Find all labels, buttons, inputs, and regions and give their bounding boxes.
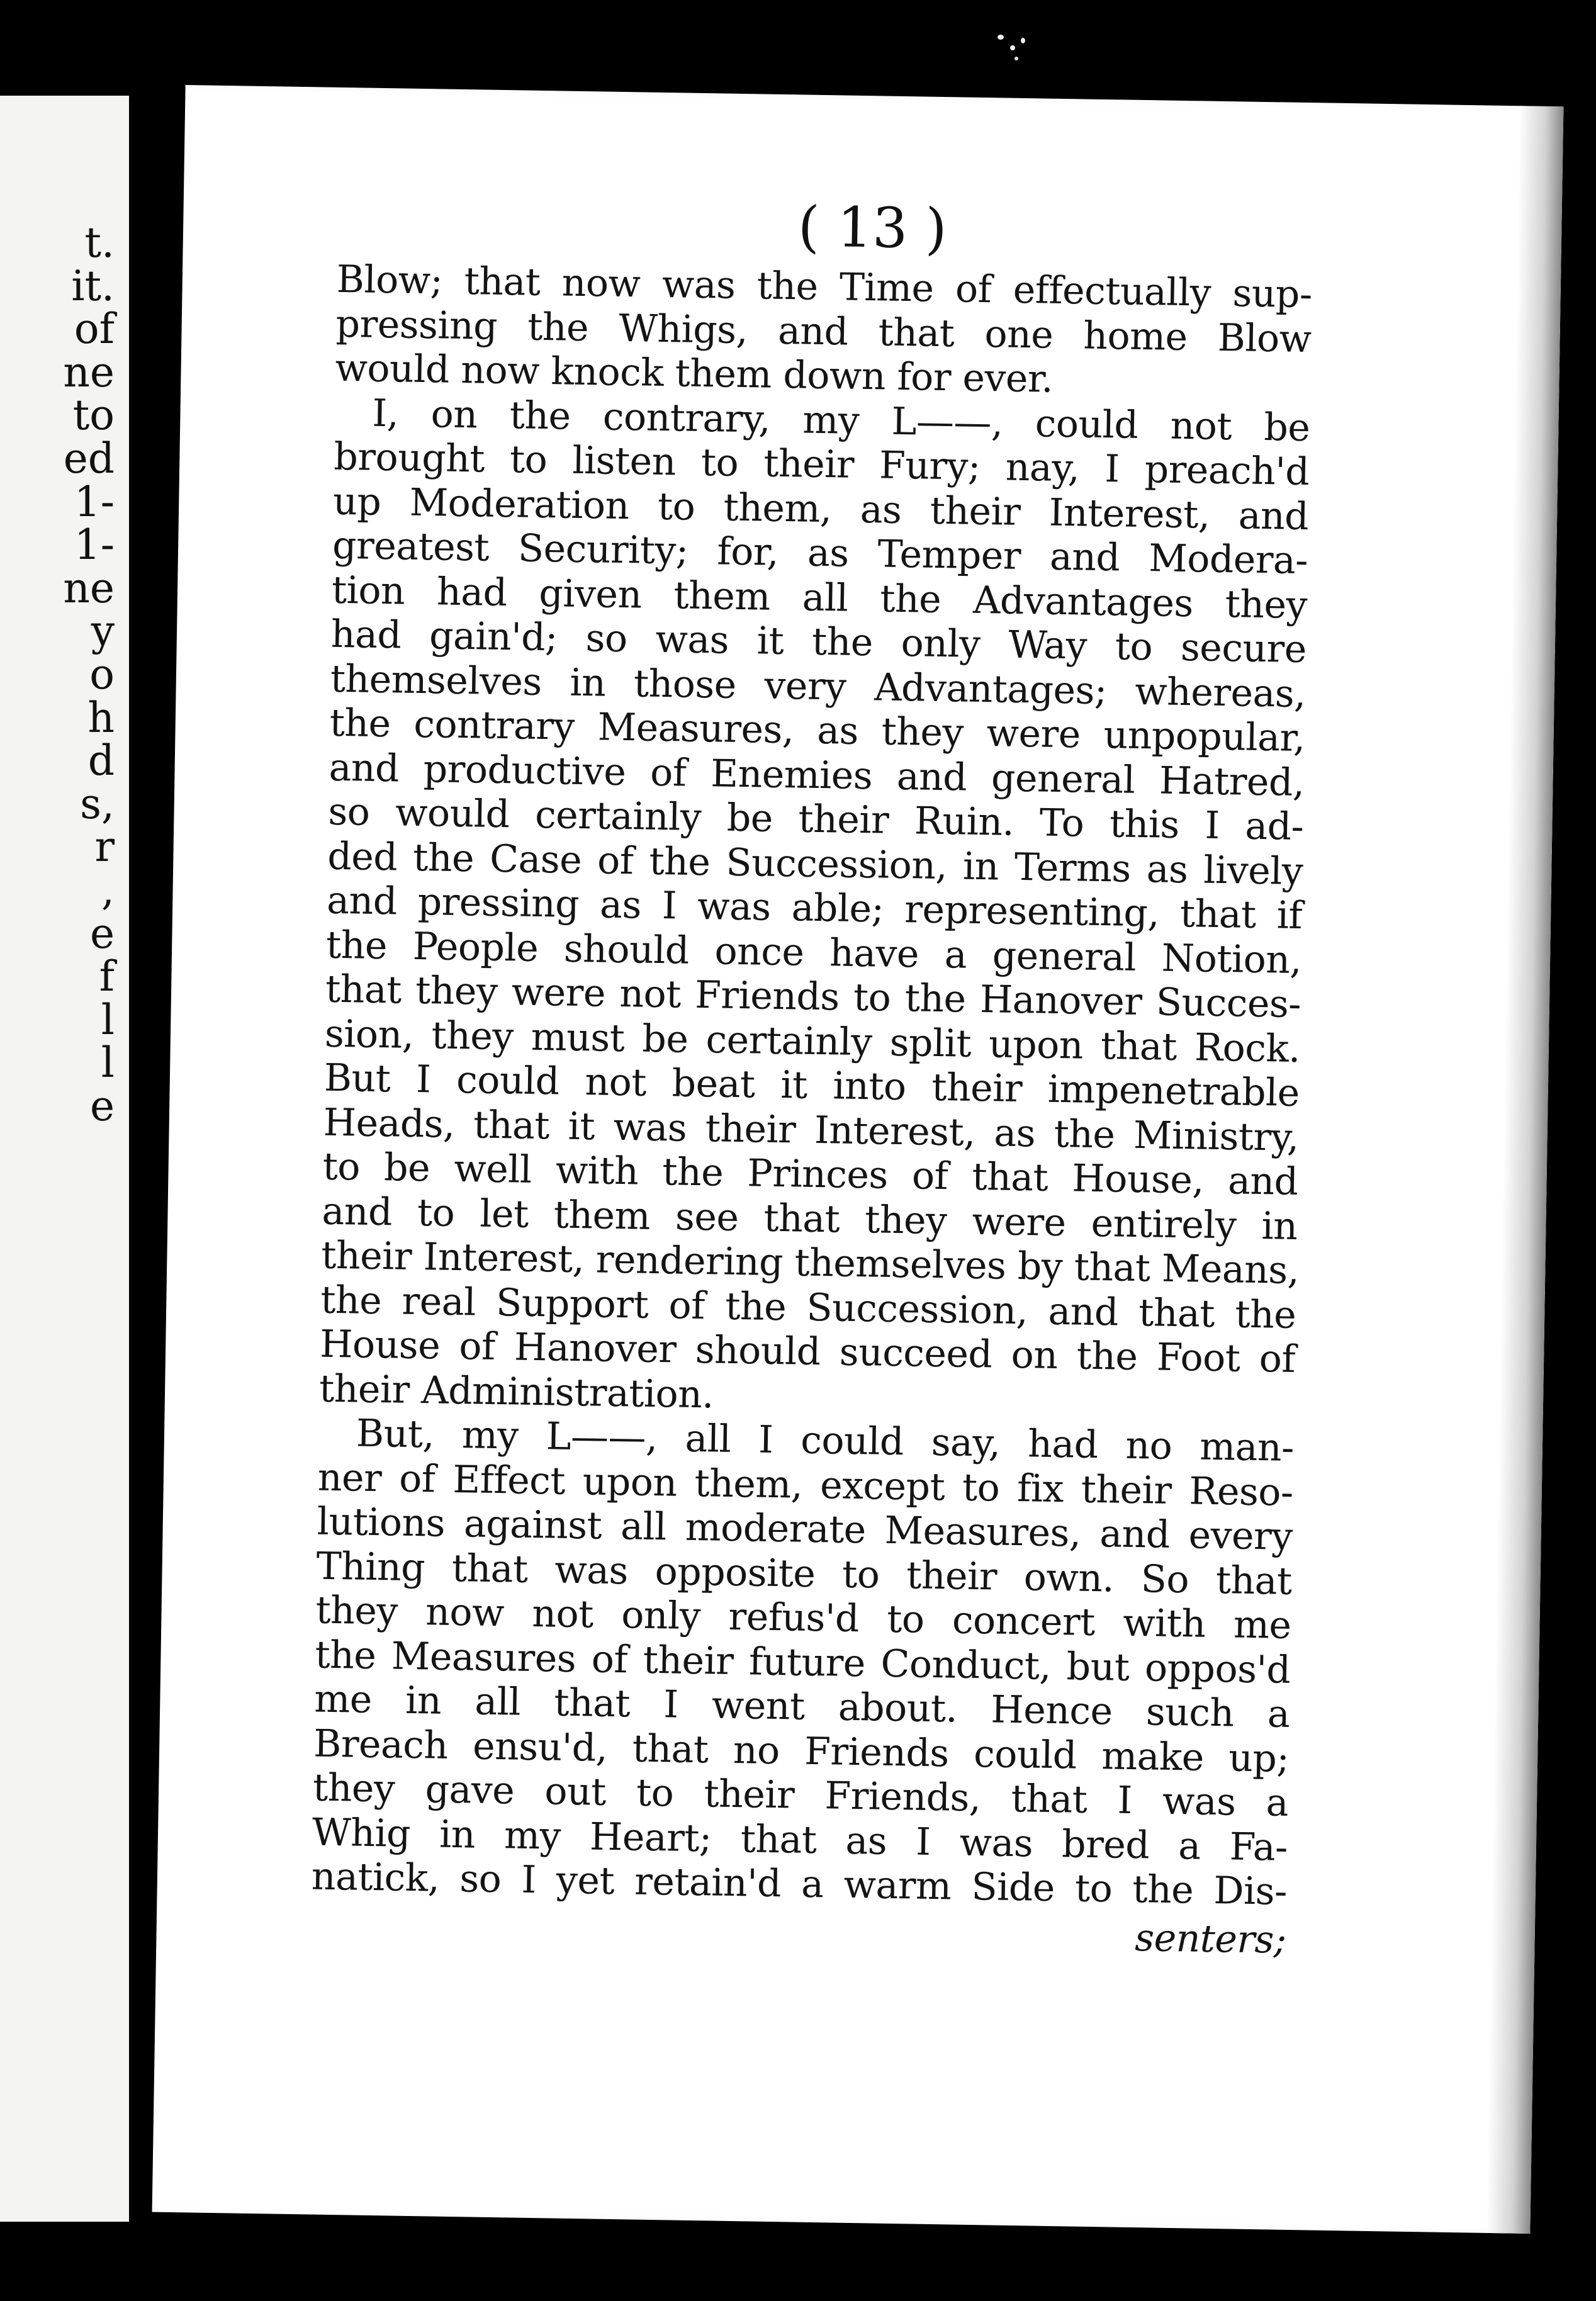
text-line: ner of Effect upon them, except to fix their Reso- [317, 1455, 1294, 1515]
page-gutter-shadow [1486, 106, 1563, 2234]
text-line: had gain'd; so was it the only Way to secure [330, 612, 1307, 672]
fragment: ne [63, 563, 115, 612]
fragment: o [89, 650, 115, 699]
text-line: brought to listen to their Fury; nay, I preach'd [333, 434, 1310, 495]
text-line: and pressing as I was able; representing, that if [326, 878, 1303, 938]
fragment: l [101, 1038, 115, 1088]
text-line: tion had given them all the Advantages they [331, 568, 1308, 627]
fragment: t. [84, 218, 115, 267]
text-line: I, on the contrary, my L——, could not be [371, 391, 1310, 450]
fragment: of [74, 305, 115, 354]
facing-page-fragments [0, 218, 126, 1130]
text-line: Breach ensu'd, that no Friends could make up; [313, 1721, 1290, 1781]
text-line: Thing that was opposite to their own. So that [316, 1544, 1293, 1604]
fragment: it. [71, 261, 115, 310]
fragment: l [101, 995, 115, 1044]
fragment: 1- [74, 520, 115, 570]
text-line: pressing the Whigs, and that one home Blow [335, 301, 1312, 361]
text-line: Blow; that now was the Time of effectually sup- [336, 257, 1313, 317]
text-line: But, my L——, all I could say, had no man- [356, 1411, 1295, 1470]
fragment: f [99, 952, 115, 1001]
facing-page-edge [0, 96, 129, 2222]
text-line: the real Support of the Succession, and that the [320, 1278, 1296, 1337]
text-line: so would certainly be their Ruin. To this I ad- [328, 789, 1304, 850]
text-line: But I could not beat it into their impenetrable [323, 1055, 1300, 1116]
text-line: the contrary Measures, as they were unpopular, [329, 700, 1306, 761]
text-line: and to let them see that they were entirely in [322, 1189, 1298, 1249]
fragment: to [72, 391, 115, 440]
text-line: me in all that I went about. Hence such a [313, 1677, 1290, 1736]
fragment: r [94, 823, 115, 872]
text-line: Whig in my Heart; that as I was bred a Fa- [312, 1810, 1288, 1870]
fragment: ne [63, 347, 115, 397]
fragment: y [91, 607, 115, 656]
text-line: sion, they must be certainly split upon that Rock. [324, 1011, 1301, 1071]
text-line: themselves in those very Advantages; whereas, [330, 656, 1307, 716]
dust-speck [1010, 45, 1015, 50]
text-line: their Interest, rendering themselves by that Means, [320, 1233, 1300, 1293]
text-line: Heads, that it was their Interest, as the Ministry, [323, 1100, 1300, 1160]
text-line: the Measures of their future Conduct, but oppos'd [314, 1633, 1291, 1692]
text-line: and productive of Enemies and general Hatred, [329, 745, 1305, 805]
text-line: lutions against all moderate Measures, and every [317, 1499, 1293, 1559]
fragment: 1- [74, 477, 115, 526]
text-line: to be well with the Princes of that House, and [322, 1144, 1299, 1204]
dust-speck [1021, 38, 1025, 43]
fragment: e [89, 909, 115, 958]
text-line: ded the Case of the Succession, in Terms as lively [327, 834, 1303, 894]
fragment: ed [63, 434, 115, 483]
text-line: would now knock them down for ever. [335, 346, 1054, 402]
text-line: that they were not Friends to the Hanover Succes- [325, 967, 1301, 1027]
text-line: they now not only refus'd to concert with me [315, 1588, 1291, 1648]
text-line: up Moderation to them, as their Interest, and [332, 479, 1309, 539]
dust-speck [998, 35, 1004, 40]
text-line: natick, so I yet retain'd a warm Side to the Dis- [311, 1854, 1288, 1914]
fragment: d [87, 736, 115, 785]
text-line: their Administration. [318, 1366, 714, 1417]
text-line: House of Hanover should succeed on the Foot of [319, 1322, 1296, 1381]
catchword: senters; [1134, 1915, 1287, 1962]
fragment: , [101, 865, 115, 914]
text-line: they gave out to their Friends, that I was a [312, 1765, 1289, 1825]
text-line: the People should once have a general Notion, [325, 923, 1302, 982]
page-number: ( 13 ) [797, 194, 948, 262]
dust-speck [1014, 57, 1018, 60]
book-page [152, 85, 1564, 2234]
fragment: e [89, 1081, 115, 1130]
fragment: s, [80, 779, 115, 828]
body-text [310, 257, 1312, 1962]
fragment: h [87, 693, 115, 742]
text-line: greatest Security; for, as Temper and Modera- [332, 523, 1308, 583]
